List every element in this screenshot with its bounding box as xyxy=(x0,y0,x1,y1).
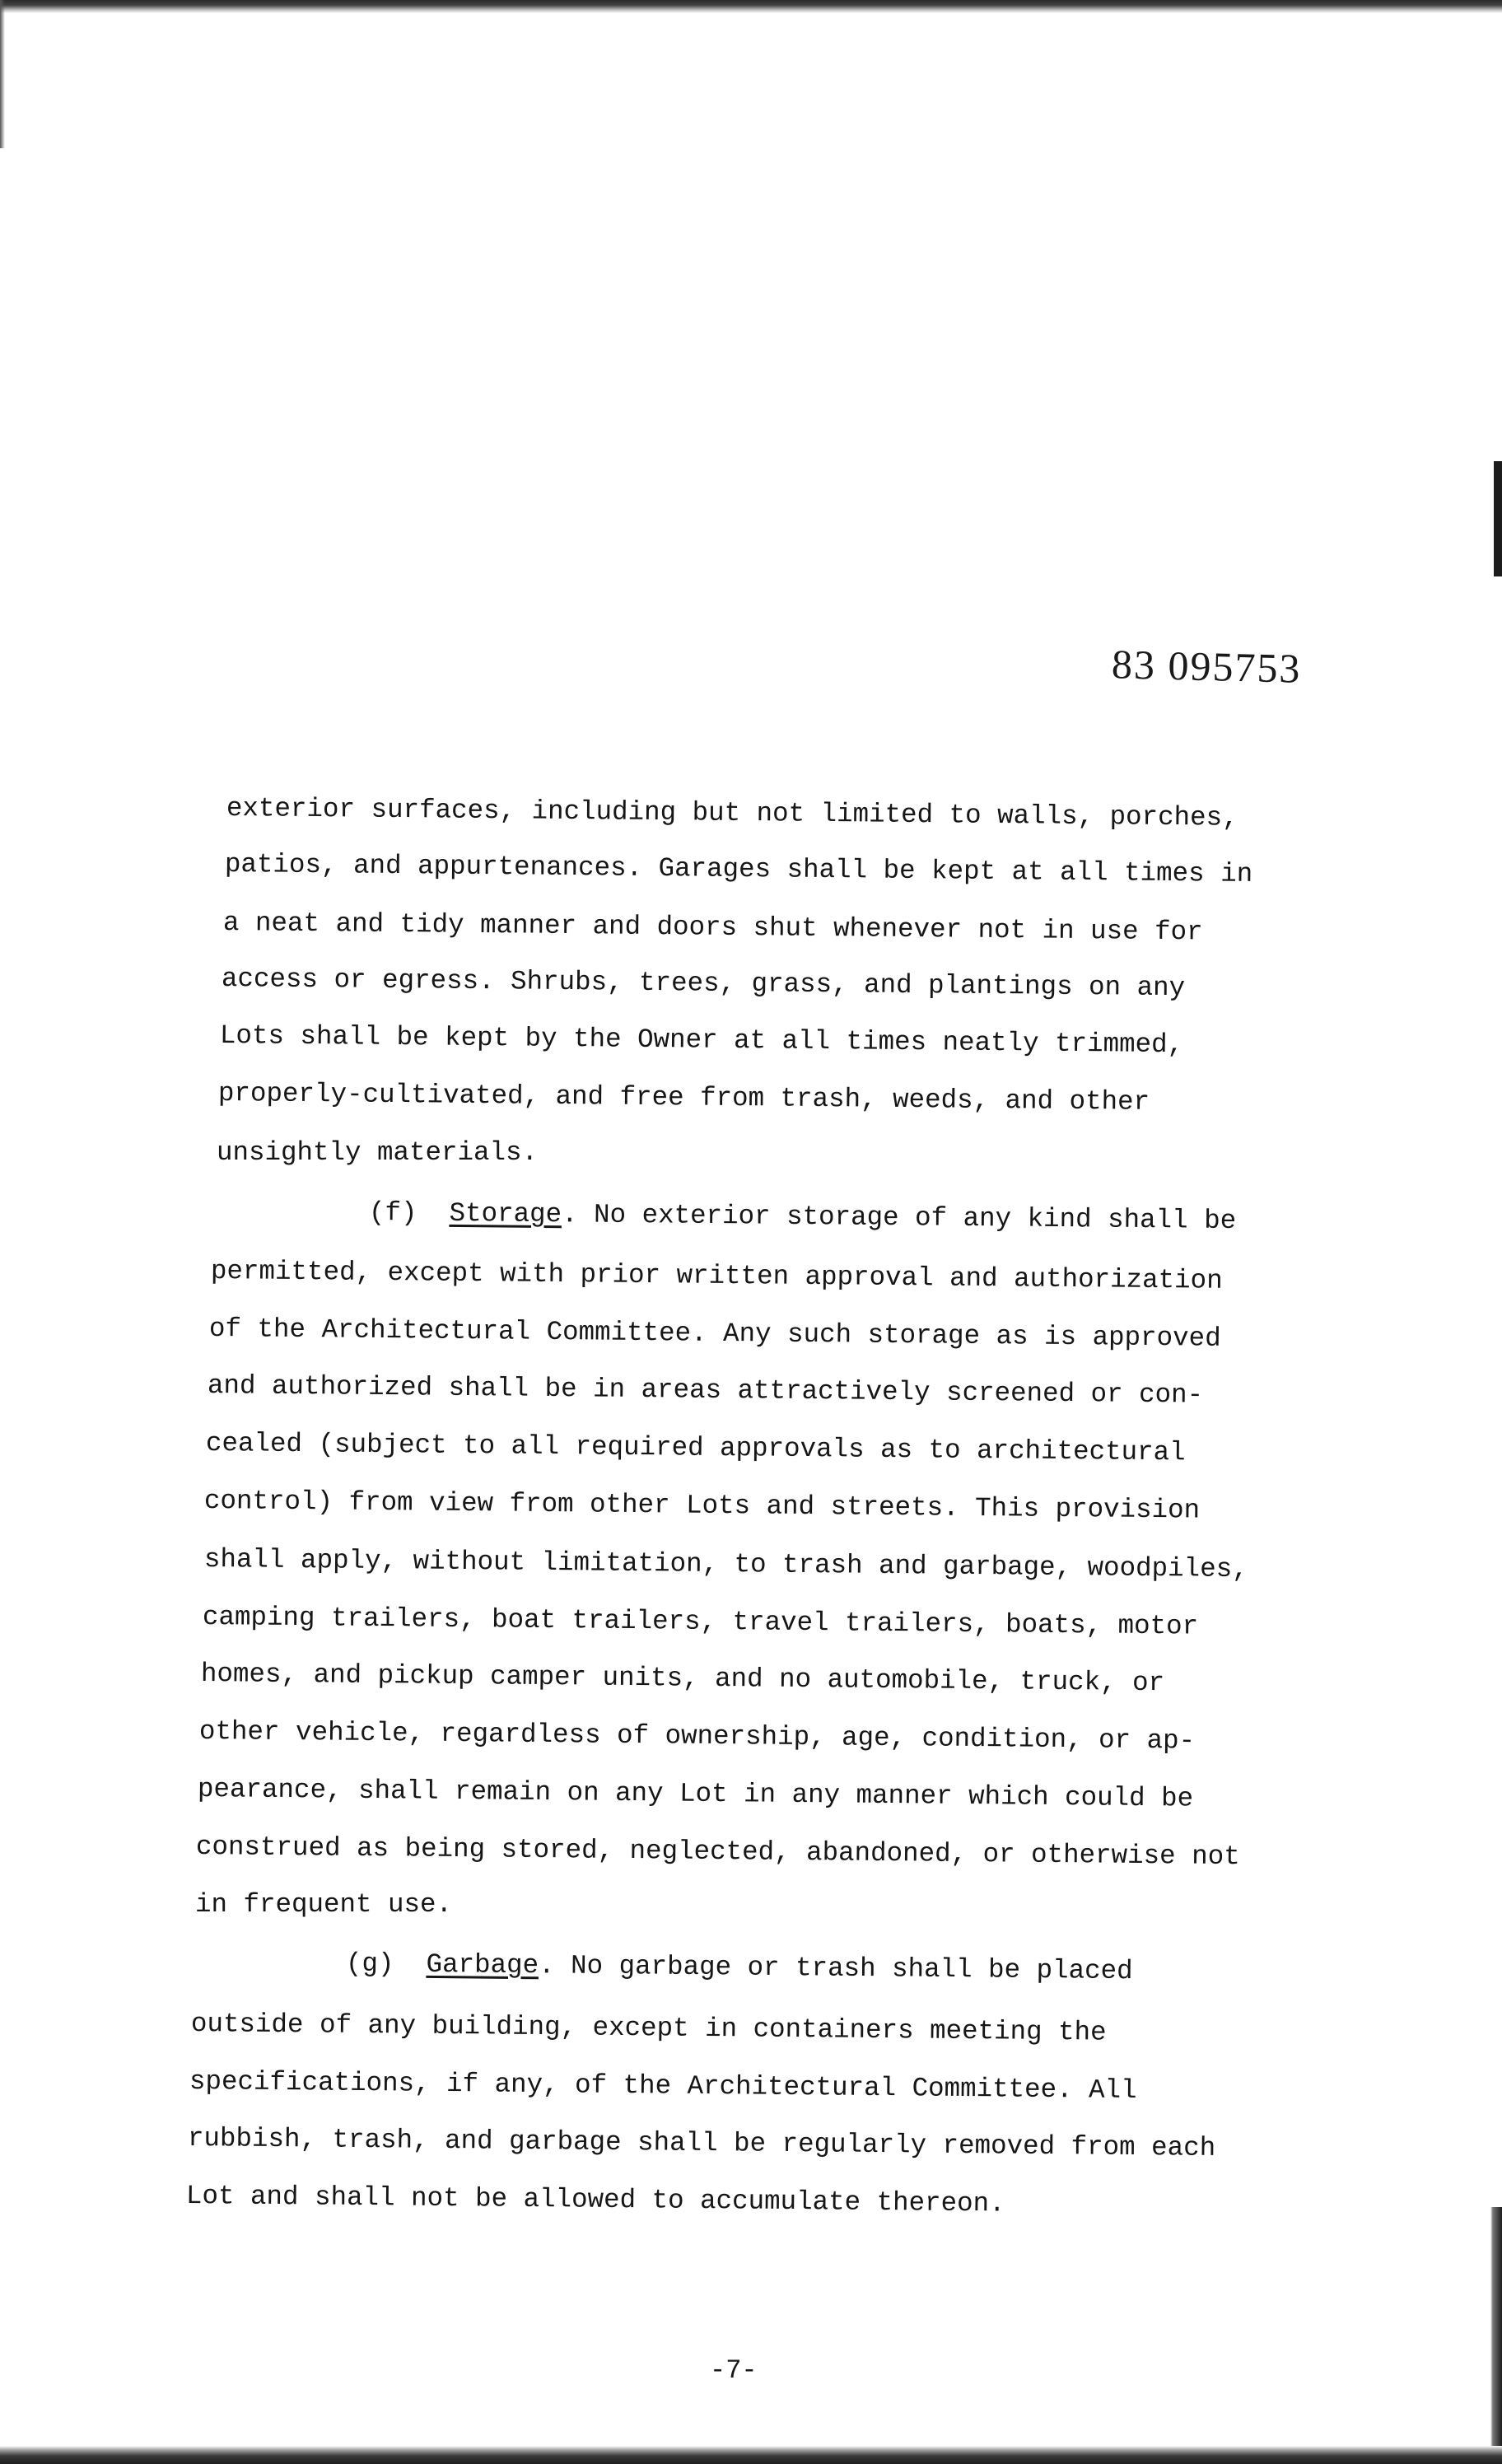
text-line: unsightly materials. xyxy=(217,1137,539,1168)
text-line: of the Architectural Committee. Any such storage as is approved xyxy=(208,1314,1221,1354)
section-g-first-line xyxy=(346,1948,1133,1988)
text-line: a neat and tidy manner and doors shut whenever not in use for xyxy=(222,908,1203,948)
text-line: control) from view from other Lots and streets. This provision xyxy=(203,1486,1201,1526)
text-line: pearance, shall remain on any Lot in any manner which could be xyxy=(197,1774,1194,1814)
text-line: shall apply, without limitation, to trash and garbage, woodpiles, xyxy=(203,1544,1248,1585)
section-f-marker: (f) xyxy=(368,1197,417,1229)
text-line: in frequent use. xyxy=(195,1889,453,1920)
text-line: permitted, except with prior written approval and authorization xyxy=(210,1256,1223,1296)
text-line: specifications, if any, of the Architectural Committee. All xyxy=(189,2066,1137,2107)
section-g-heading: Garbage xyxy=(426,1948,539,1981)
text-line: patios, and appurtenances. Garages shall be kept at all times in xyxy=(224,849,1253,889)
text-line: access or egress. Shrubs, trees, grass, and plantings on any xyxy=(221,964,1186,1004)
text-line: Lot and shall not be allowed to accumulate thereon. xyxy=(185,2181,1005,2219)
text-line: Lots shall be kept by the Owner at all times neatly trimmed, xyxy=(219,1020,1184,1061)
text-line: cealed (subject to all required approvals as to architectural xyxy=(205,1428,1186,1468)
section-g-marker: (g) xyxy=(345,1948,394,1980)
text-line: exterior surfaces, including but not limited to walls, porches, xyxy=(226,793,1238,833)
text-line: other vehicle, regardless of ownership, age, condition, or ap- xyxy=(198,1716,1196,1757)
text-line: and authorized shall be in areas attractively screened or con- xyxy=(207,1370,1204,1411)
text-line: camping trailers, boat trailers, travel trailers, boats, motor xyxy=(202,1602,1199,1642)
text-line: homes, and pickup camper units, and no automobile, truck, or xyxy=(200,1659,1165,1699)
text-line: properly-cultivated, and free from trash, weeds, and other xyxy=(217,1078,1150,1118)
section-f-first-line xyxy=(369,1197,1237,1238)
text-line: rubbish, trash, and garbage shall be regularly removed from each xyxy=(187,2123,1216,2163)
section-g-first-line-rest: . No garbage or trash shall be placed xyxy=(538,1950,1133,1987)
text-line: construed as being stored, neglected, abandoned, or otherwise not xyxy=(195,1832,1240,1873)
document-number: 83 095753 xyxy=(1111,641,1303,692)
section-f-first-line-rest: . No exterior storage of any kind shall be xyxy=(561,1199,1237,1237)
section-f-heading: Storage xyxy=(449,1197,562,1230)
page-number: -7- xyxy=(710,2355,758,2386)
text-line: outside of any building, except in containers meeting the xyxy=(190,2009,1107,2048)
